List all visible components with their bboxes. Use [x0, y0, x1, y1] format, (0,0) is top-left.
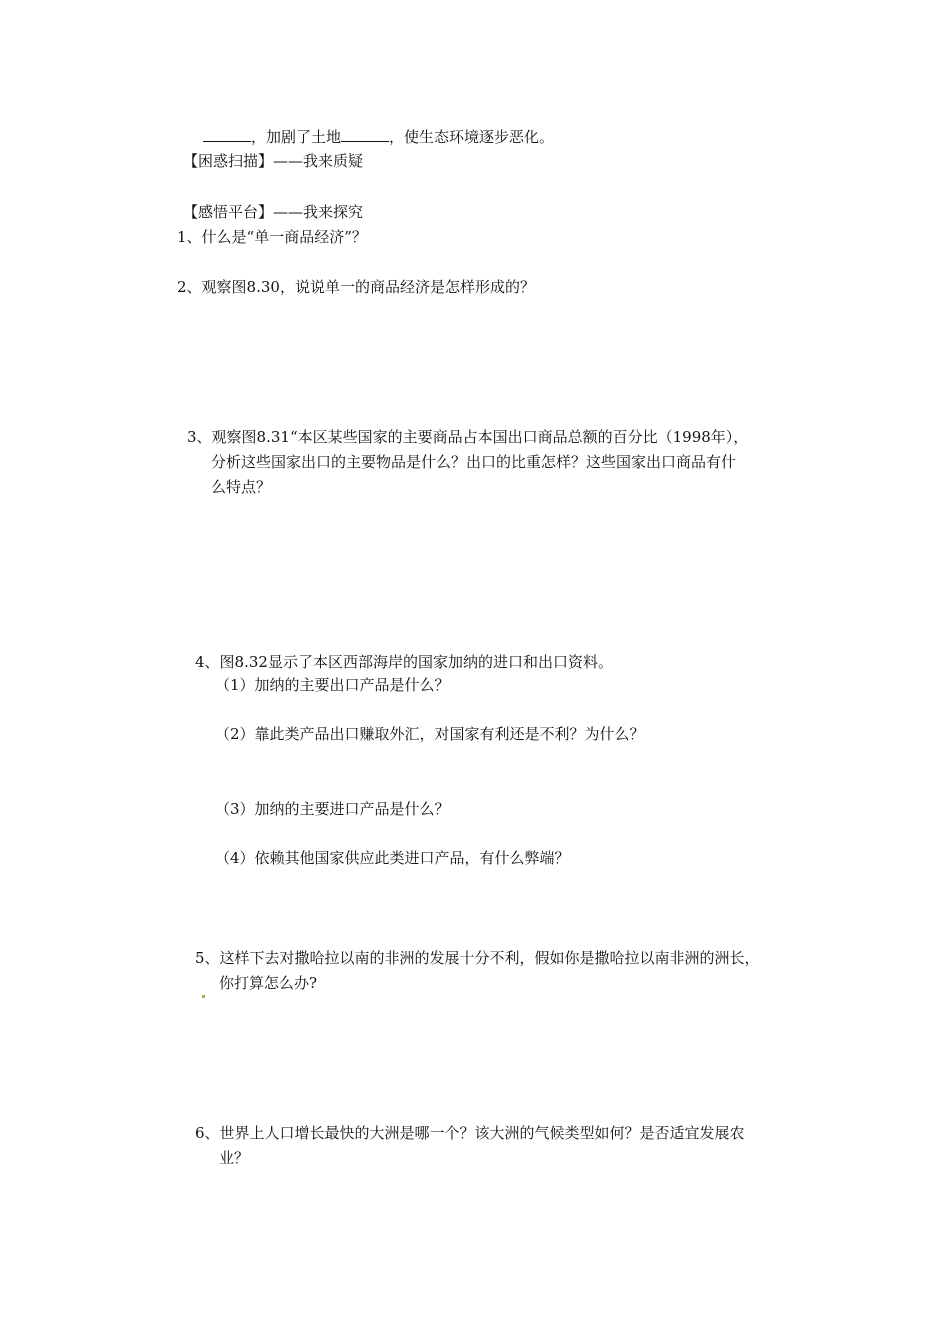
- question-4-sub-1: （1）加纳的主要出口产品是什么？: [215, 676, 450, 694]
- question-4: 4、图8.32显示了本区西部海岸的国家加纳的进口和出口资料。: [195, 653, 613, 671]
- answer-blank-2[interactable]: [341, 127, 389, 142]
- question-1: 1、什么是“单一商品经济”？: [177, 228, 367, 246]
- question-4-sub-3: （3）加纳的主要进口产品是什么？: [215, 800, 450, 818]
- question-4-sub-2: （2）靠此类产品出口赚取外汇，对国家有利还是不利？为什么？: [215, 725, 645, 743]
- stray-mark: [202, 995, 205, 998]
- question-2: 2、观察图8.30，说说单一的商品经济是怎样形成的？: [177, 278, 535, 296]
- question-3-line-1: 3、观察图8.31“本区某些国家的主要商品占本国出口商品总额的百分比（1998年），: [187, 428, 749, 446]
- question-3-line-2: 分析这些国家出口的主要物品是什么？出口的比重怎样？这些国家出口商品有什: [211, 453, 737, 471]
- fill-line-text-2: ，使生态环境逐步恶化。: [389, 128, 555, 146]
- section-heading-confusion: 【困惑扫描】——我来质疑: [183, 152, 364, 170]
- question-6-line-1: 6、世界上人口增长最快的大洲是哪一个？该大洲的气候类型如何？是否适宜发展农: [195, 1124, 745, 1142]
- answer-blank-1[interactable]: [203, 127, 251, 142]
- question-5-line-2: 你打算怎么办?: [219, 974, 318, 992]
- section-heading-insight: 【感悟平台】——我来探究: [183, 203, 364, 221]
- question-3-line-3: 么特点？: [211, 478, 272, 496]
- fill-line-text-1: ，加剧了土地: [251, 128, 342, 146]
- question-5-line-1: 5、这样下去对撒哈拉以南的非洲的发展十分不利，假如你是撒哈拉以南非洲的洲长，: [195, 949, 760, 967]
- question-4-sub-4: （4）依赖其他国家供应此类进口产品，有什么弊端？: [215, 849, 570, 867]
- question-6-line-2: 业？: [219, 1149, 250, 1167]
- fill-in-line: [203, 127, 554, 147]
